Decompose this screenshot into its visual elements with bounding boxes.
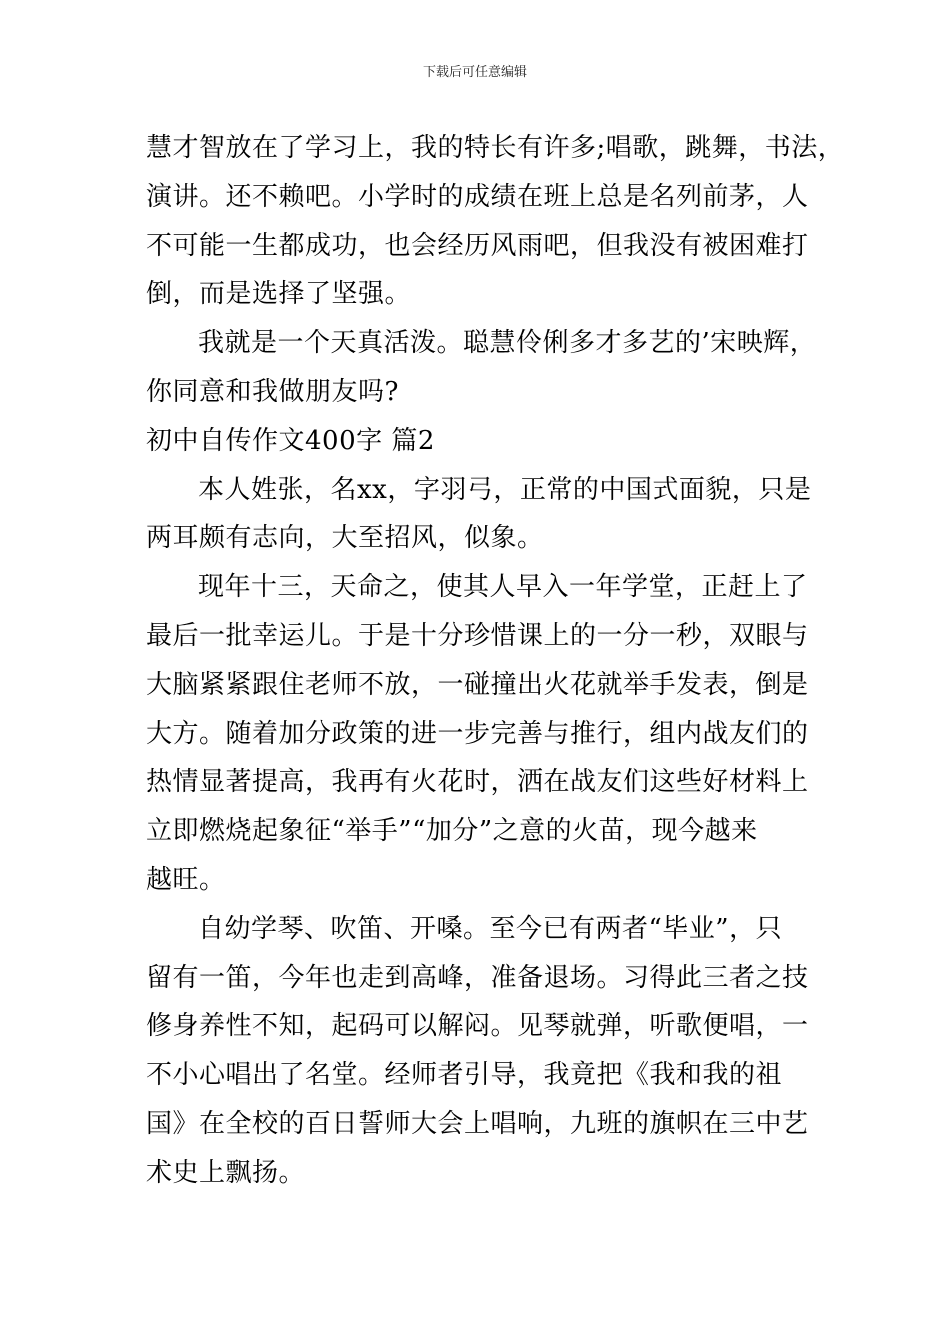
document-body: [146, 124, 845, 1198]
text-line: 慧才智放在了学习上，我的特长有许多;唱歌，跳舞，书法，: [146, 133, 845, 163]
text-line: 现年十三，天命之，使其人早入一年学堂，正赶上了: [198, 572, 808, 603]
text-line: 我就是一个天真活泼。聪慧伶俐多才多艺的’宋映辉，: [198, 328, 817, 359]
text-line: 越旺。: [146, 864, 226, 895]
section-heading: 初中自传作文400字 篇2: [146, 425, 435, 456]
text-line: 两耳颇有志向，大至招风，似象。: [146, 523, 544, 554]
text-line: 最后一批幸运儿。于是十分珍惜课上的一分一秒，双眼与: [146, 620, 809, 651]
text-line: 演讲。还不赖吧。小学时的成绩在班上总是名列前茅，人: [146, 181, 809, 212]
text-line: 大方。随着加分政策的进一步完善与推行，组内战友们的: [146, 718, 809, 749]
text-line: 倒，而是选择了坚强。: [146, 279, 412, 310]
text-line: 你同意和我做朋友吗?: [146, 376, 399, 407]
text-line: 国》在全校的百日誓师大会上唱响，九班的旗帜在三中艺: [146, 1108, 809, 1139]
text-line: 不可能一生都成功，也会经历风雨吧，但我没有被困难打: [146, 230, 809, 261]
text-line: 术史上飘扬。: [146, 1157, 306, 1188]
text-line: 不小心唱出了名堂。经师者引导，我竟把《我和我的祖: [146, 1060, 783, 1091]
text-line: 修身养性不知，起码可以解闷。见琴就弹，听歌便唱，一: [146, 1011, 809, 1042]
text-line: 本人姓张，名xx，字羽弓，正常的中国式面貌，只是: [198, 474, 812, 505]
text-line: 立即燃烧起象征“举手”“加分”之意的火苗，现今越来: [146, 816, 758, 847]
text-line: 自幼学琴、吹笛、开嗓。至今已有两者“毕业”，只: [198, 913, 783, 944]
page-header-note: 下载后可任意编辑: [422, 65, 527, 80]
text-line: 留有一笛，今年也走到高峰，准备退场。习得此三者之技: [146, 962, 809, 993]
text-line: 大脑紧紧跟住老师不放，一碰撞出火花就举手发表，倒是: [146, 669, 809, 700]
text-line: 热情显著提高，我再有火花时，洒在战友们这些好材料上: [146, 767, 809, 798]
